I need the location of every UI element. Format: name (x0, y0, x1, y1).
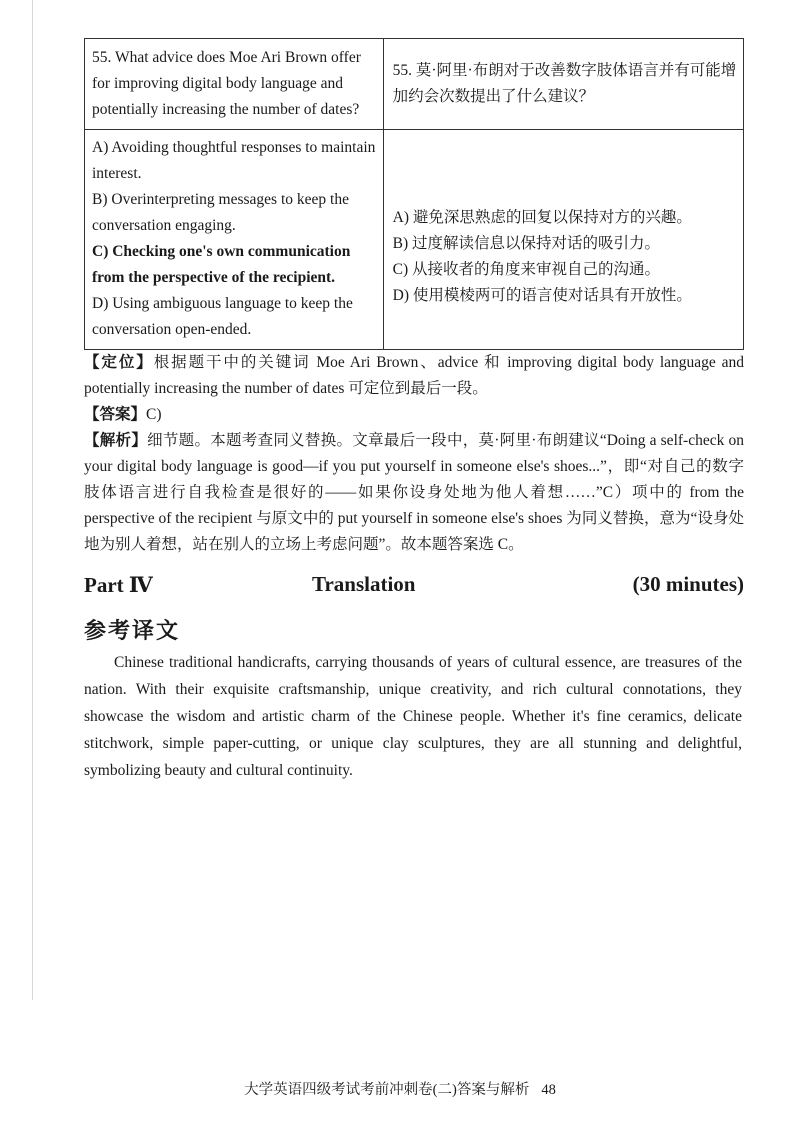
explain-tag: 【解析】 (84, 432, 148, 449)
explain-paragraph (84, 428, 744, 558)
locate-text: 根据题干中的关键词 Moe Ari Brown、advice 和 improving digital body language and potentially increasing the number of dates 可定位到最后一段。 (84, 354, 744, 397)
question-stem-row (85, 39, 744, 130)
option-a-en: A) Avoiding thoughtful responses to maintain interest. (92, 139, 376, 182)
question-stem-zh: 55. 莫·阿里·布朗对于改善数字肢体语言并有可能增加约会次数提出了什么建议？ (383, 39, 743, 130)
locate-paragraph (84, 350, 744, 402)
options-en-cell (85, 130, 384, 350)
question-options-row (85, 130, 744, 350)
reference-title: 参考译文 (84, 618, 181, 643)
part-time: (30 minutes) (632, 572, 744, 596)
answer-text: C) (146, 406, 162, 423)
option-d-en: D) Using ambiguous language to keep the conversation open-ended. (92, 295, 353, 338)
option-d-zh: D) 使用模棱两可的语言使对话具有开放性。 (392, 286, 692, 304)
part-title: Translation (312, 572, 416, 596)
option-c-zh: C) 从接收者的角度来审视自己的沟通。 (392, 260, 661, 278)
explain-text: 细节题。本题考查同义替换。文章最后一段中，莫·阿里·布朗建议“Doing a self-check on your digital body language is good—if you put yourself in someone else's shoes...”，即“对自己的数字肢体语言进行自我检查是很好的——如果你设身处地为他人着想……”C）项中的 from the perspective of the recipient 与原文中的 put yourself in someone else's shoes 为同义替换，意为“设身处地为别人着想，站在别人的立场上考虑问题”。故本题答案选 C。 (84, 432, 744, 553)
footer-text: 大学英语四级考试考前冲刺卷(二)答案与解析 (244, 1082, 530, 1098)
page-footer (0, 1078, 800, 1099)
answer-paragraph (84, 402, 744, 428)
option-c-en: C) Checking one's own communication from the perspective of the recipient. (92, 243, 351, 286)
question-table (84, 38, 744, 350)
options-zh-cell (383, 130, 743, 350)
part-number: Part Ⅳ (84, 573, 153, 597)
locate-tag: 【定位】 (84, 354, 154, 371)
reference-translation: Chinese traditional handicrafts, carrying thousands of years of cultural essence, are treasures of the nation. With their exquisite craftsmanship, unique creativity, and rich cultural connotations, they showcase the wisdom and artistic charm of the Chinese people. Whether it's fine ceramics, delicate stitchwork, simple paper-cutting, or unique clay sculptures, they are all stunning and delightful, symbolizing beauty and cultural continuity. (84, 654, 742, 779)
option-b-en: B) Overinterpreting messages to keep the conversation engaging. (92, 191, 349, 234)
page-number: 48 (541, 1082, 556, 1098)
part-heading (84, 572, 744, 602)
page-binding-edge (32, 0, 33, 1000)
question-stem-en: 55. What advice does Moe Ari Brown offer for improving digital body language and potentially increasing the number of dates? (85, 39, 384, 130)
answer-analysis (84, 350, 744, 558)
option-a-zh: A) 避免深思熟虑的回复以保持对方的兴趣。 (392, 208, 692, 226)
answer-tag: 【答案】 (84, 406, 147, 423)
option-b-zh: B) 过度解读信息以保持对话的吸引力。 (392, 234, 661, 252)
